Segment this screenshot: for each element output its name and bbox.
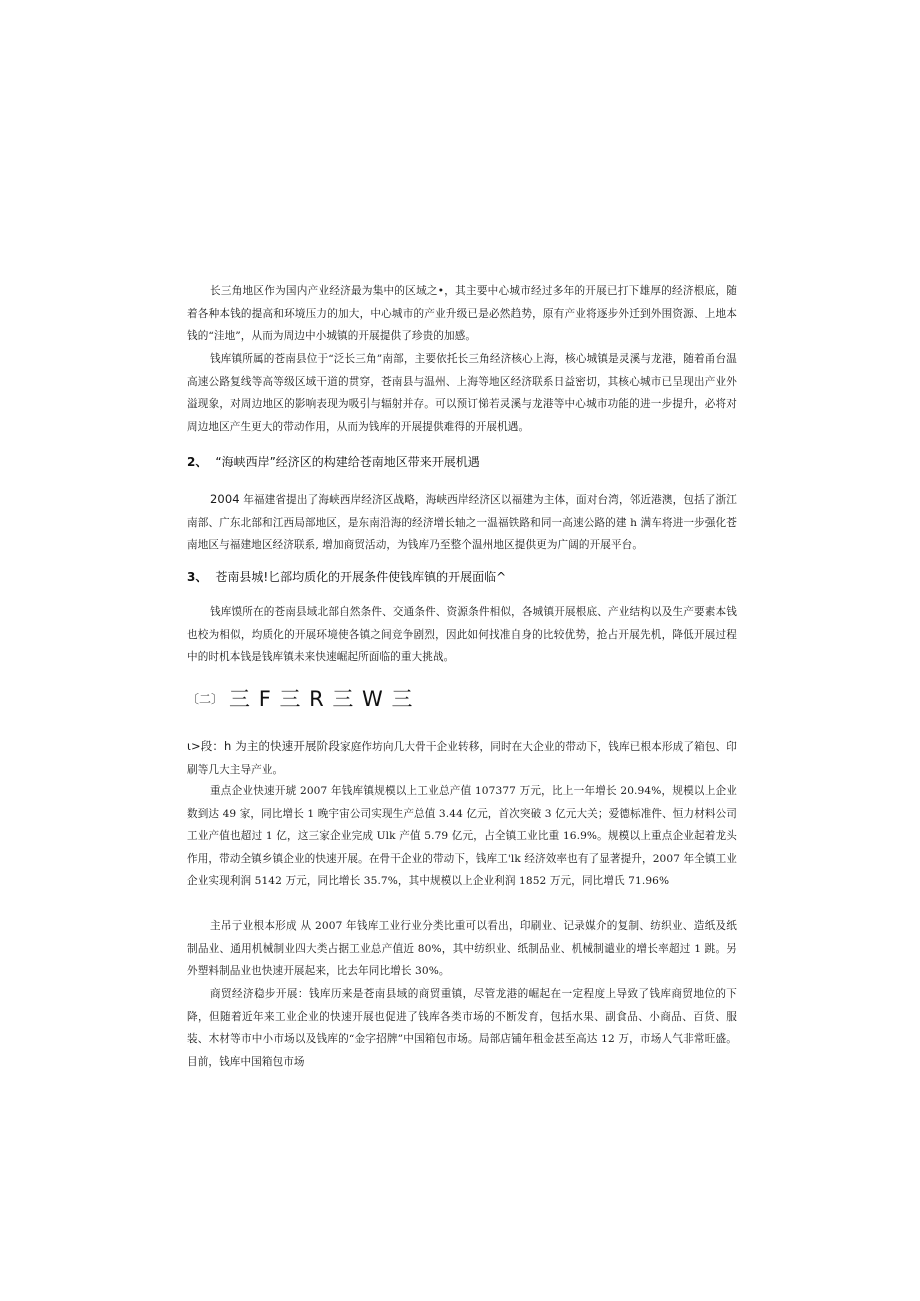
section-heading-3 — [187, 568, 747, 586]
paragraph-west-strait-text: 年福建省提出了海峡西岸经济区战略，海峡西岸经济区以福建为主体，面对台湾，邻近港澳，包括了浙江南部、广东北部和江西局部地区，是东南沿海的经济增长轴之一温福铁路和同一高速公路的建 h 满车将进一步强化苍南地区与福建地区经济联系, 增加商贸活动，为钱库乃至整个温州地区提供更为广阔的开展平台。 — [187, 494, 737, 551]
paragraph-west-strait-year: 2004 — [210, 492, 240, 506]
paragraph-yangtze-delta: 长三角地区作为国内产业经济最为集中的区域之•，其主要中心城市经过多年的开展已打下雄厚的经济根底，随着各种本钱的提高和环境压力的加大，中心城市的产业升级已是必然趋势，原有产业将逐步外迁到外围资源、上地本钱的“洼地”，从而为周边中小城镇的开展提供了珍贵的加感。 — [187, 285, 737, 342]
section-heading-swot-text: 三 F 三 R 三 W 三 — [229, 687, 414, 711]
section-heading-3-number: 3、 — [187, 570, 208, 584]
section-heading-2 — [187, 453, 747, 471]
paragraph-development-stage-lead: ι>段：h 为主的快速开展阶段 — [187, 739, 340, 753]
paragraph-development-stage — [187, 735, 737, 781]
paragraph-cangnan-location: 钱库镇所属的苍南县位于“泛长三角”南部，主要依托长三角经济核心上海，核心城镇是灵溪与龙港，随着甬台温高速公路复线等高等级区域干道的贯穿，苍南县与温州、上海等地区经济联系日益密切，其核心城市已呈现出产业外溢现象，对周边地区的影响表现为吸引与辐射并存。可以预订悌若灵溪与龙港等中心城市功能的进一步提升，必将对周边地区产生更大的带动作用，从而为钱库的开展提供难得的开展机遇。 — [187, 353, 737, 433]
section-heading-swot-index: 〔二〕 — [187, 692, 224, 706]
section-heading-2-text: “海峡西岸”经济区的构建给苍南地区带来开展机遇 — [215, 455, 480, 469]
paragraph-homogeneous-conditions: 钱库馍所在的苍南县域北部自然条件、交通条件、资源条件相似，各城镇开展根底、产业结构以及生产要素本钱也校为相似，均质化的开展环境使各镇之间竞争剧烈，因此如何找准自身的比较优势，抢占开展先机，降低开展过程中的时机本钱是钱库镇未来快速崛起所面临的重大挑战。 — [187, 606, 737, 663]
section-heading-2-number: 2、 — [187, 455, 208, 469]
paragraph-commerce: 商贸经济稳步开展：钱库历来是苍南县域的商贸重镇，尽管龙港的崛起在一定程度上导致了钱库商贸地位的下降，但随着近年来工业企业的快速开展也促进了钱库各类市场的不断发育，包括水果、副食品、小商品、百货、服装、木材等市中小市场以及钱库的“金字招牌”中国箱包市场。局部店铺年租金甚至高达 12 万，市场人气非常旺盛。目前，钱库中国箱包市场 — [187, 988, 737, 1068]
paragraph-leading-industries: 主吊亍业根本形成 从 2007 年钱库工业行业分类比重可以看出，印刷业、记录媒介的复制、纺织业、造纸及纸制品业、通用机械制业四大类占据工业总产值近 80%，其中纺织业、纸制品业、机械制谴业的增长率超过 1 跳。另外塑料制品业也快速开展起来，比去年同比增长 30%。 — [187, 920, 737, 977]
section-heading-swot — [187, 685, 414, 713]
paragraph-key-enterprises: 重点企业快速开琥 2007 年钱库镇规模以上工业总产值 107377 万元，比上一年增长 20.94%，规模以上企业数到达 49 家，同比增长 1 晚宇宙公司实现生产总值 3.44 亿元，首次突破 3 亿元大关；爱德标准件、恒力材料公司工业产值也超过 1 亿，这三家企业完成 Ulk 产值 5.79 亿元，占全镇工业比重 16.9%。规模以上重点企业起着龙头作用，带动全镇乡镇企业的快速开展。在骨干企业的带动下，钱库工'lk 经济效率也有了显著提升，2007 年全镇工业企业实现利润 5142 万元，同比增长 35.7%，其中规模以上企业利润 1852 万元，同比增氏 71.96% — [187, 785, 737, 887]
paragraph-development-stage-text: 家庭作坊向几大骨干企业转移，同时在大企业的带动下，钱库已根本形成了箱包、印刷等几大主导产业。 — [187, 741, 737, 776]
section-heading-3-text: 苍南县城!匕部均质化的开展条件使钱库镇的开展面临^ — [215, 570, 507, 584]
paragraph-west-strait — [187, 488, 737, 557]
